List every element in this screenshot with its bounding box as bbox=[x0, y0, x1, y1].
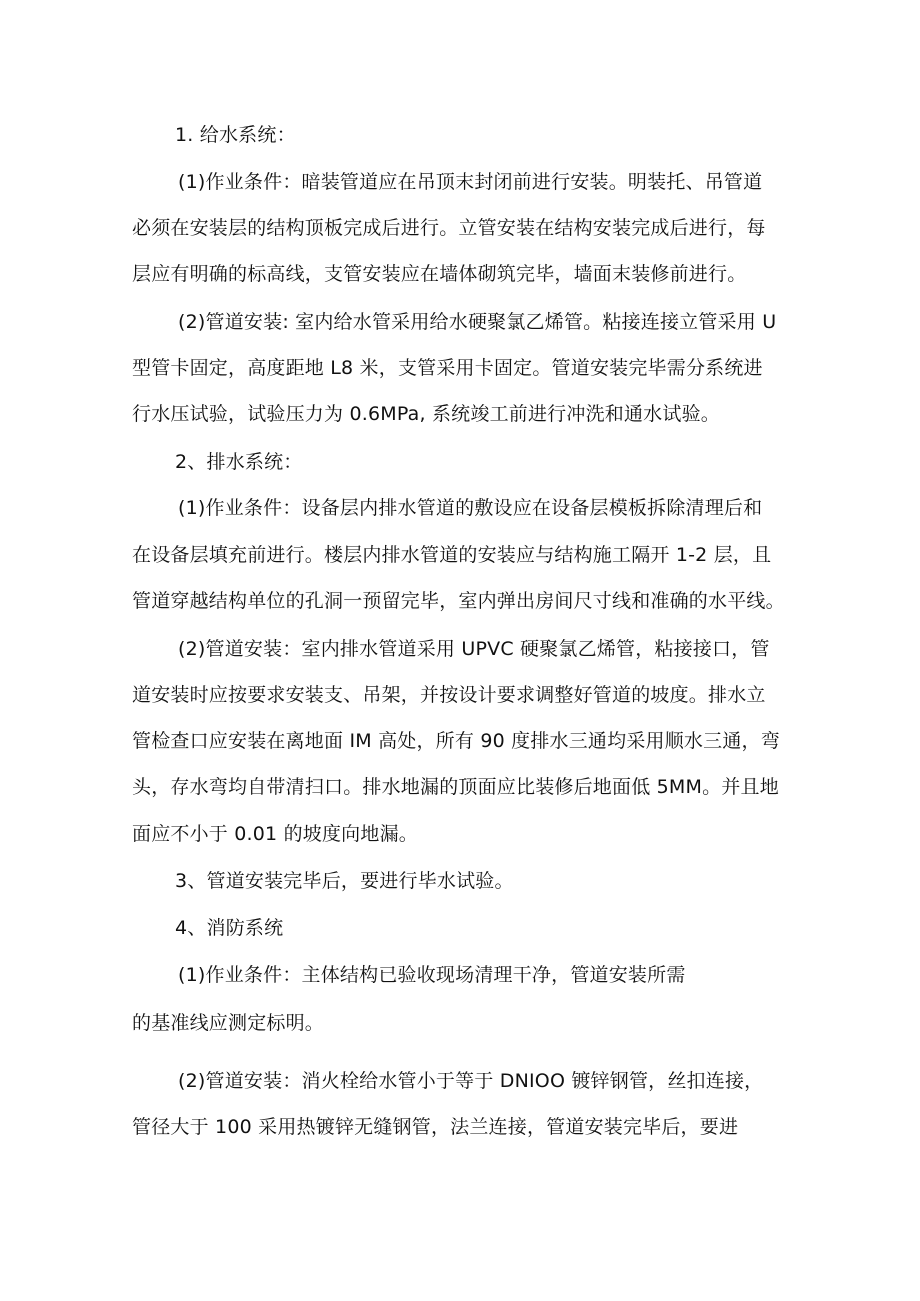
paragraph-line: 必须在安装层的结构顶板完成后进行。立管安装在结构安装完成后进行，每 bbox=[132, 217, 766, 239]
paragraph-line: (1)作业条件：设备层内排水管道的敷设应在设备层模板拆除清理后和 bbox=[178, 497, 763, 519]
heading-pipe-test: 3、管道安装完毕后，要进行毕水试验。 bbox=[175, 870, 514, 892]
paragraph-line: (1)作业条件：暗装管道应在吊顶末封闭前进行安装。明装托、吊管道 bbox=[178, 171, 763, 193]
paragraph-line: 在设备层填充前进行。楼层内排水管道的安装应与结构施工隔开 1-2 层，且 bbox=[132, 544, 772, 566]
paragraph-line: 行水压试验，试验压力为 0.6MPa, 系统竣工前进行冲洗和通水试验。 bbox=[132, 403, 720, 425]
paragraph-line: 管检查口应安装在离地面 IM 高处，所有 90 度排水三通均采用顺水三通，弯 bbox=[132, 730, 780, 752]
paragraph-line: 道安装时应按要求安装支、吊架，并按设计要求调整好管道的坡度。排水立 bbox=[132, 684, 766, 706]
paragraph-line: 型管卡固定，高度距地 L8 米，支管采用卡固定。管道安装完毕需分系统进 bbox=[132, 357, 763, 379]
paragraph-line: 面应不小于 0.01 的坡度向地漏。 bbox=[132, 823, 418, 845]
heading-drainage: 2、排水系统： bbox=[175, 451, 303, 473]
paragraph-line: (2)管道安装: 室内给水管采用给水硬聚氯乙烯管。粘接连接立管采用 U bbox=[178, 311, 777, 333]
paragraph-line: (1)作业条件：主体结构已验收现场清理干净，管道安装所需 bbox=[178, 964, 686, 986]
paragraph-line: (2)管道安装：室内排水管道采用 UPVC 硬聚氯乙烯管，粘接接口，管 bbox=[178, 638, 770, 660]
paragraph-line: (2)管道安装：消火栓给水管小于等于 DNIOO 镀锌钢管，丝扣连接， bbox=[178, 1070, 764, 1092]
paragraph-line: 管径大于 100 采用热镀锌无缝钢管，法兰连接，管道安装完毕后，要进 bbox=[132, 1116, 739, 1138]
heading-fire-protection: 4、消防系统 bbox=[175, 917, 284, 939]
paragraph-line: 头，存水弯均自带清扫口。排水地漏的顶面应比装修后地面低 5MM。并且地 bbox=[132, 776, 779, 798]
heading-water-supply: 1. 给水系统： bbox=[175, 124, 296, 146]
paragraph-line: 层应有明确的标高线，支管安装应在墙体砌筑完毕，墙面末装修前进行。 bbox=[132, 263, 747, 285]
paragraph-line: 的基准线应测定标明。 bbox=[132, 1012, 325, 1034]
paragraph-line: 管道穿越结构单位的孔洞一预留完毕，室内弹出房间尺寸线和准确的水平线。 bbox=[132, 590, 785, 612]
